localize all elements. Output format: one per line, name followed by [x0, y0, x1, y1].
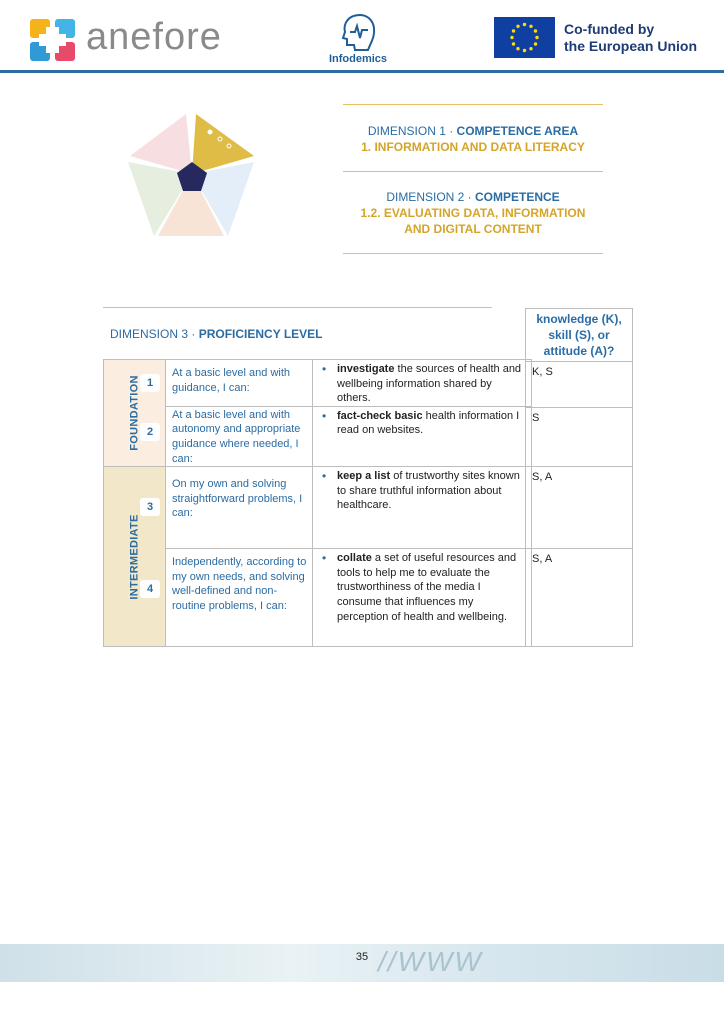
eu-text-line1: Co-funded by — [564, 21, 655, 37]
table-row — [526, 408, 633, 467]
bullet-icon: • — [322, 469, 327, 484]
skill-keyword: investigate — [337, 363, 395, 375]
page-footer-banner — [0, 944, 724, 982]
page-header — [0, 0, 724, 72]
bullet-icon: • — [322, 362, 327, 376]
can-do-statement: Independently, according to my own needs, and solving well-defined and non-routine problems, I can: — [166, 549, 313, 647]
skill-statement — [313, 360, 532, 407]
dimension2-value-line2: AND DIGITAL CONTENT — [404, 222, 542, 236]
dimension2-block — [343, 189, 603, 237]
dimension2-strong: COMPETENCE — [475, 190, 560, 204]
table-row — [104, 406, 532, 466]
dimension2-label: DIMENSION 2 · — [386, 190, 475, 204]
dimension3-label: DIMENSION 3 · — [110, 327, 199, 341]
can-do-statement: At a basic level and with autonomy and appropriate guidance where needed, I can: — [166, 406, 313, 466]
bullet-icon: • — [322, 408, 327, 423]
skill-text: health information I read on websites. — [337, 409, 520, 437]
table-row — [104, 549, 532, 647]
level-intermediate-label: INTERMEDIATE — [128, 514, 141, 600]
skill-keyword: collate — [337, 552, 372, 565]
bullet-icon: • — [322, 551, 327, 566]
level-number-badge: 3 — [140, 498, 160, 516]
divider-top — [343, 104, 603, 105]
infodemics-logo — [322, 12, 394, 68]
table-row — [104, 360, 532, 407]
level-number-badge: 1 — [140, 374, 160, 392]
competence-pentagon-graphic — [126, 112, 258, 238]
table-row — [526, 362, 633, 408]
page-number: 35 — [355, 951, 369, 963]
kas-value: S — [526, 408, 633, 467]
can-do-statement: On my own and solving straightforward problems, I can: — [166, 467, 313, 549]
table-row — [526, 467, 633, 549]
divider-bottom — [343, 253, 603, 254]
level-intermediate-cell — [104, 467, 166, 647]
anefore-cross-icon — [30, 19, 75, 61]
dimension3-heading — [110, 327, 322, 341]
skill-statement — [313, 406, 532, 466]
proficiency-table — [103, 359, 532, 647]
table-row — [526, 309, 633, 362]
level-number-badge: 2 — [140, 423, 160, 441]
skill-text: of trustworthy sites known to share truthful information about healthcare. — [337, 470, 520, 512]
kas-value: K, S — [526, 362, 633, 408]
eu-cofunded-text — [564, 21, 697, 55]
eu-text-line2: the European Union — [564, 38, 697, 54]
can-do-statement: At a basic level and with guidance, I can: — [166, 360, 313, 407]
skill-keyword: fact-check basic — [337, 409, 423, 422]
dimension1-strong: COMPETENCE AREA — [456, 124, 579, 138]
divider-middle — [343, 171, 603, 172]
level-foundation-label: FOUNDATION — [128, 375, 141, 451]
kas-table — [525, 308, 633, 647]
dimension2-heading — [343, 189, 603, 205]
dimension3-divider — [103, 307, 492, 308]
kas-header: knowledge (K), skill (S), or attitude (A)? — [526, 309, 633, 362]
footer-decoration-text: //WWW — [378, 946, 483, 977]
skill-text: the sources of health and wellbeing information shared by others. — [337, 363, 522, 405]
dimension1-heading — [343, 123, 603, 139]
level-number-badge: 4 — [140, 580, 160, 598]
header-divider — [0, 70, 724, 73]
table-row — [104, 467, 532, 549]
dimension1-block — [343, 123, 603, 155]
skill-statement — [313, 549, 532, 647]
table-row — [526, 549, 633, 647]
skill-statement — [313, 467, 532, 549]
dimension1-label: DIMENSION 1 · — [367, 124, 457, 138]
kas-value: S, A — [526, 467, 633, 549]
skill-text: a set of useful resources and tools to help me to evaluate the trustworthiness of the media I consume that influences my perception of health and wellbeing. — [337, 552, 517, 623]
eu-flag-icon — [494, 17, 555, 58]
kas-value: S, A — [526, 549, 633, 647]
level-foundation-cell — [104, 360, 166, 467]
skill-keyword: keep a list — [337, 470, 391, 483]
dimension3-strong: PROFICIENCY LEVEL — [198, 327, 323, 341]
anefore-logo-text: anefore — [86, 16, 222, 58]
head-heartbeat-icon — [338, 12, 378, 52]
dimension2-value-line1: 1.2. EVALUATING DATA, INFORMATION — [360, 206, 586, 220]
infodemics-logo-text: Infodemics — [328, 53, 388, 65]
dimension1-value: 1. INFORMATION AND DATA LITERACY — [361, 140, 585, 154]
